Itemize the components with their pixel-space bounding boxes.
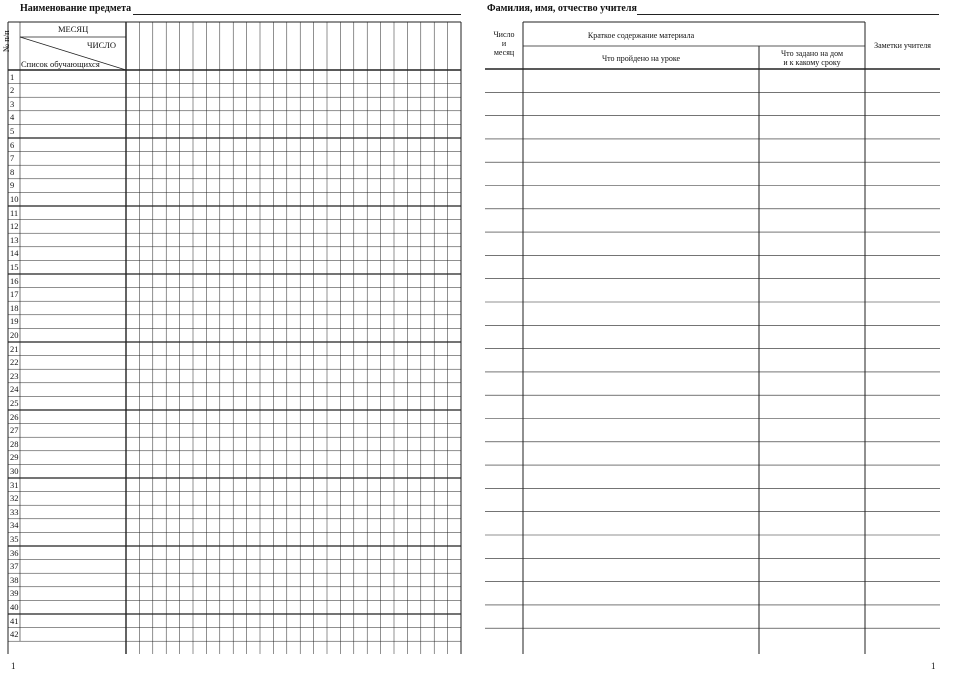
row-number: 36: [10, 547, 19, 558]
row-number: 27: [10, 425, 19, 436]
attendance-page: [0, 0, 470, 677]
row-number: 32: [10, 493, 19, 504]
row-number: 22: [10, 357, 19, 368]
teacher-label: Фамилия, имя, отчество учителя: [487, 3, 637, 14]
row-number: 6: [10, 139, 15, 150]
row-number: 42: [10, 629, 19, 640]
row-number: 19: [10, 316, 19, 327]
row-number: 37: [10, 561, 19, 572]
notes-column-header: Заметки учителя: [874, 41, 931, 50]
row-number: 26: [10, 411, 19, 422]
students-header: Список обучающихся: [21, 59, 100, 69]
date-header: ЧИСЛО: [87, 40, 117, 50]
row-number: 13: [10, 234, 19, 245]
row-number: 5: [10, 125, 15, 136]
row-number: 14: [10, 248, 19, 259]
row-number: 18: [10, 302, 19, 313]
row-number: 38: [10, 574, 19, 585]
row-number: 17: [10, 289, 19, 300]
row-number: 34: [10, 520, 19, 531]
row-number: 40: [10, 601, 19, 612]
row-number: 30: [10, 465, 19, 476]
row-number: 20: [10, 329, 19, 340]
subject-label: Наименование предмета: [20, 3, 132, 14]
row-number-header: № п/п: [1, 30, 11, 52]
row-number: 7: [10, 153, 15, 164]
row-number: 10: [10, 193, 19, 204]
row-number: 41: [10, 615, 19, 626]
date-column-header: Число и месяц: [493, 30, 515, 57]
row-number: 2: [10, 85, 15, 96]
row-number: 23: [10, 370, 19, 381]
row-number: 12: [10, 221, 19, 232]
row-number: 35: [10, 533, 19, 544]
content-group-header: Краткое содержание материала: [587, 31, 695, 40]
row-number: 3: [10, 98, 15, 109]
row-number: 33: [10, 506, 19, 517]
row-number: 25: [10, 397, 19, 408]
homework-column-header: Что задано на дом и к какому сроку: [780, 49, 843, 67]
row-number: 24: [10, 384, 19, 395]
lesson-log-page: [480, 0, 960, 677]
row-number: 39: [10, 588, 19, 599]
lesson-log-table: [480, 0, 960, 677]
row-number: 4: [10, 112, 15, 123]
row-number: 11: [10, 207, 19, 218]
row-number: 21: [10, 343, 19, 354]
row-number: 8: [10, 166, 15, 177]
attendance-grid: [0, 0, 470, 677]
row-number: 9: [10, 180, 15, 191]
row-number: 28: [10, 438, 19, 449]
row-number: 29: [10, 452, 19, 463]
page-number-left: 1: [11, 661, 16, 671]
covered-column-header: Что пройдено на уроке: [601, 54, 681, 63]
page-number-right: 1: [931, 661, 936, 671]
row-number: 16: [10, 275, 19, 286]
row-number: 1: [10, 71, 15, 82]
row-number: 15: [10, 261, 19, 272]
month-header: МЕСЯЦ: [58, 24, 89, 34]
row-number: 31: [10, 479, 19, 490]
